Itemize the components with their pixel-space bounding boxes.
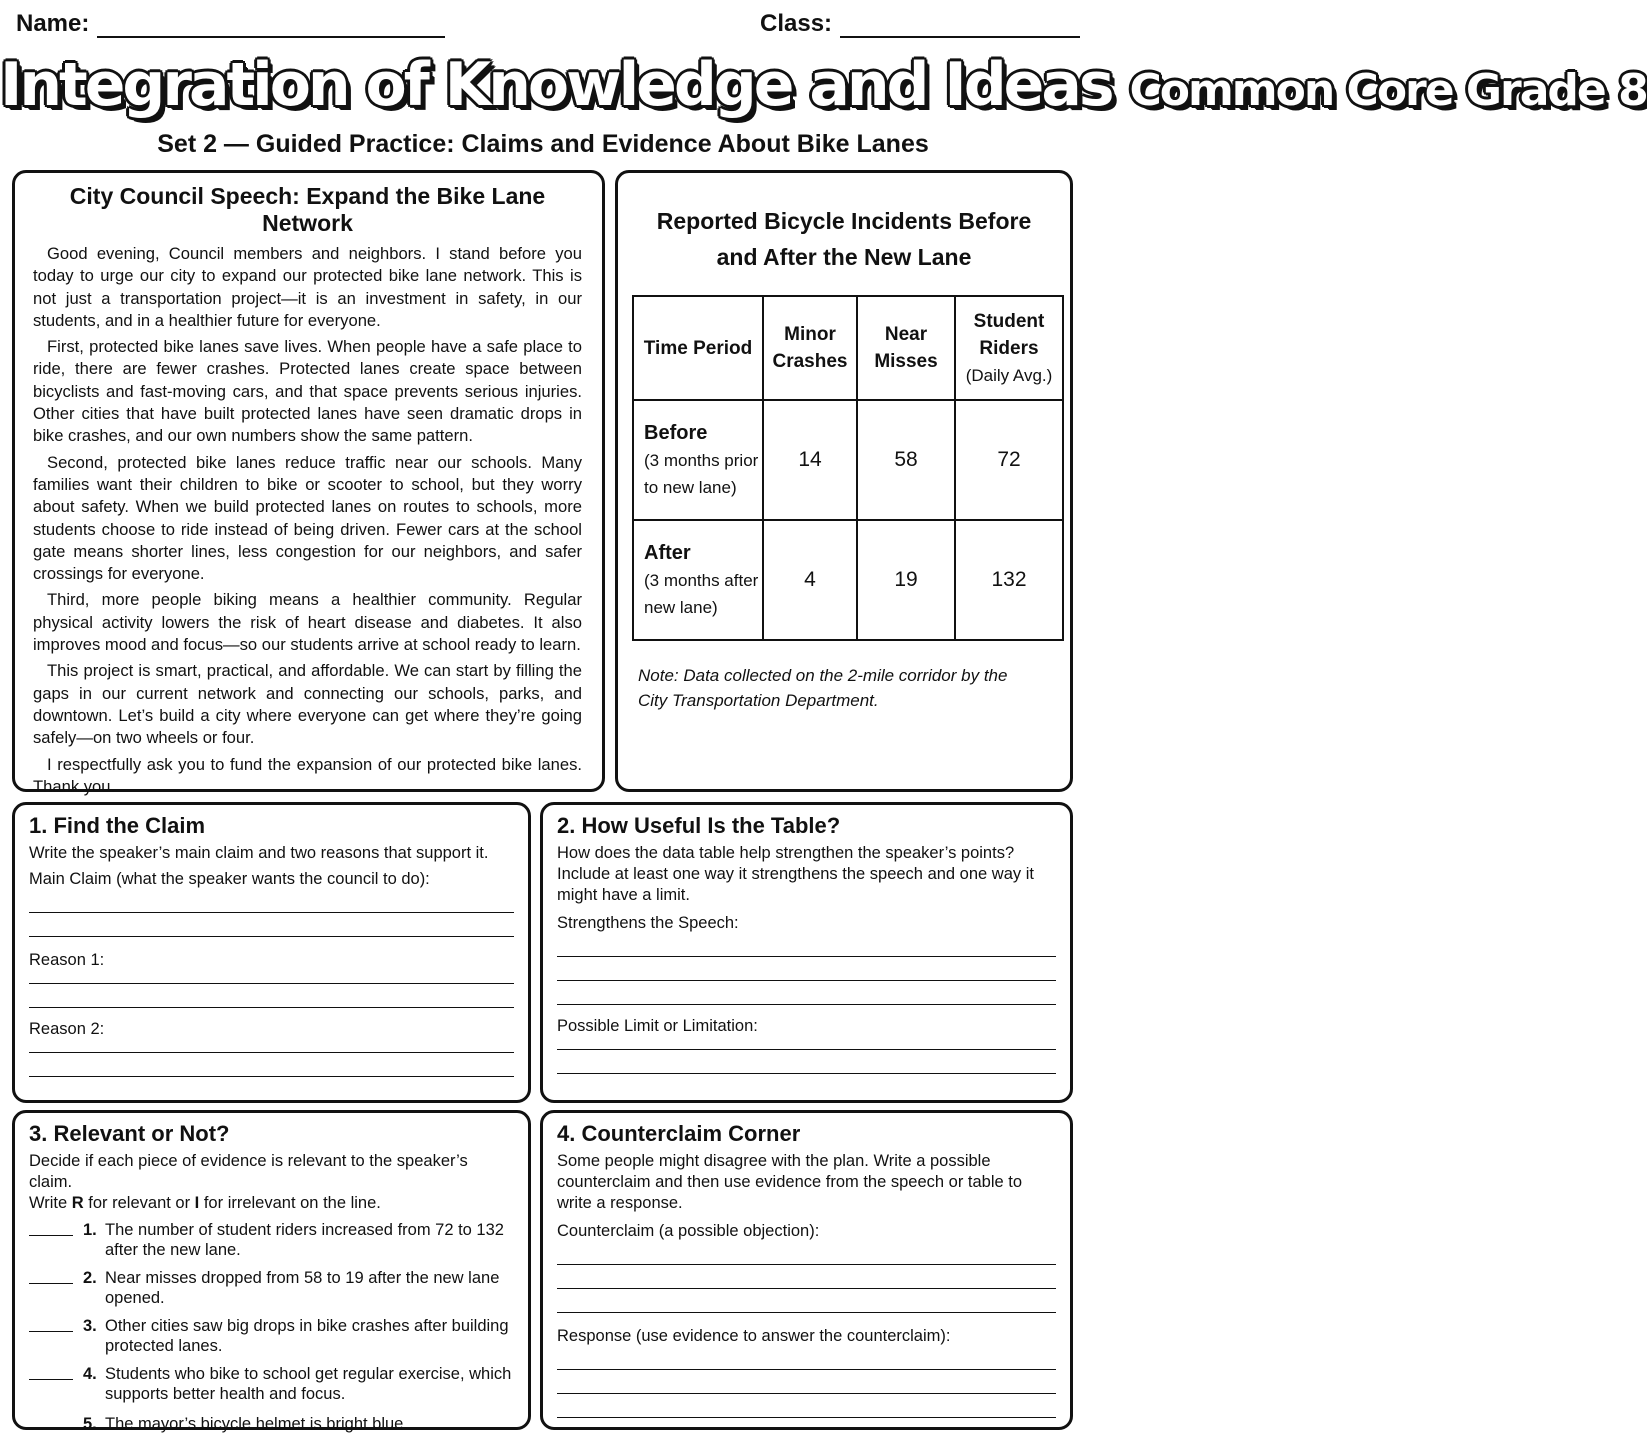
incident-table <box>632 295 1064 641</box>
question-2-instructions: How does the data table help strengthen the speaker’s points? Include at least one way it strengthens the speech and one way it might have a limit. <box>557 844 1034 904</box>
class-label: Class: <box>760 10 833 37</box>
answer-blank[interactable] <box>29 1268 73 1284</box>
speech-paragraph: I respectfully ask you to fund the expansion of our protected bike lanes. Thank you. <box>33 754 582 796</box>
strengthens-label: Strengthens the Speech: <box>557 914 739 932</box>
period-label: Before <box>644 421 708 444</box>
table-row <box>633 400 1063 520</box>
instructions-line-1: Decide if each piece of evidence is relevant to the speaker’s claim. <box>29 1152 468 1191</box>
title-grade: Common Core Grade 8 <box>1129 65 1647 116</box>
header-near-misses <box>857 296 955 400</box>
question-2-panel <box>540 802 1073 1103</box>
header-minor-1: Minor <box>784 324 836 345</box>
answer-line[interactable] <box>557 1265 1056 1289</box>
speech-title: City Council Speech: Expand the Bike Lane Network <box>69 183 546 236</box>
item-number: 4. <box>83 1365 97 1383</box>
header-minor-crashes <box>763 296 857 400</box>
answer-line[interactable] <box>29 1039 514 1053</box>
answer-line[interactable] <box>557 1036 1056 1050</box>
reason-2-label: Reason 2: <box>29 1020 105 1038</box>
question-1-instructions: Write the speaker’s main claim and two reasons that support it. <box>29 844 489 862</box>
item-text: Other cities saw big drops in bike crashes after building protected lanes. <box>105 1317 509 1355</box>
question-3-instructions <box>29 1151 514 1214</box>
question-3-title: 3. Relevant or Not? <box>29 1121 230 1146</box>
cell-period <box>633 400 763 520</box>
answer-line[interactable] <box>29 984 514 1008</box>
answer-blank[interactable] <box>29 1316 73 1332</box>
table-title-line1: Reported Bicycle Incidents Before <box>656 208 1032 234</box>
instructions-text: for irrelevant on the line. <box>199 1194 381 1212</box>
period-label: After <box>644 541 691 564</box>
cell-student-riders: 132 <box>955 520 1063 640</box>
item-number: 1. <box>83 1221 97 1239</box>
item-number: 3. <box>83 1317 97 1335</box>
table-row <box>633 520 1063 640</box>
answer-line[interactable] <box>29 970 514 984</box>
question-4-instructions: Some people might disagree with the plan. Write a possible counterclaim and then use evidence from the speech or table to write a response. <box>557 1152 1023 1212</box>
speech-paragraph: Good evening, Council members and neighbors. I stand before you today to urge our city to expand our protected bike lane network. This is not just a transportation project—it is an investment in safety, in our students, and in a healthier future for everyone. <box>33 244 582 330</box>
worksheet-subtitle: Set 2 — Guided Practice: Claims and Evidence About Bike Lanes <box>157 130 929 158</box>
item-number: 2. <box>83 1269 97 1287</box>
evidence-item <box>29 1220 514 1260</box>
header-riders-2: Riders <box>979 337 1039 359</box>
evidence-item <box>29 1268 514 1308</box>
answer-line[interactable] <box>557 933 1056 957</box>
question-4-panel <box>540 1110 1073 1430</box>
header-student-riders <box>955 296 1063 400</box>
response-label: Response (use evidence to answer the counterclaim): <box>557 1327 951 1345</box>
question-1-panel <box>12 802 531 1103</box>
name-line[interactable] <box>97 16 445 38</box>
period-note: (3 months after <box>644 570 759 590</box>
answer-blank[interactable] <box>29 1364 73 1380</box>
irrelevant-code: I <box>194 1194 200 1212</box>
answer-line[interactable] <box>29 889 514 913</box>
answer-blank[interactable] <box>29 1220 73 1236</box>
evidence-item <box>29 1316 514 1356</box>
table-title-line2: and After the New Lane <box>716 244 972 270</box>
cell-student-riders: 72 <box>955 400 1063 520</box>
speech-panel <box>12 170 605 796</box>
worksheet-title <box>0 50 1647 120</box>
evidence-item <box>29 1364 514 1404</box>
period-note: (3 months prior <box>644 450 759 470</box>
question-3-panel <box>12 1110 531 1433</box>
item-text: Students who bike to school get regular exercise, which supports better health and focus. <box>105 1365 512 1403</box>
relevant-code: R <box>71 1194 84 1212</box>
speech-paragraph: Second, protected bike lanes reduce traffic near our schools. Many families want their children to bike or scooter to school, but they worry about safety. When we build protected lanes on routes to schools, more students choose to ride instead of being driven. Fewer cars at the school gate means shorter lines, less congestion for our neighbors, and safer crossings for everyone. <box>33 452 582 584</box>
answer-line[interactable] <box>557 1370 1056 1394</box>
table-header-row <box>633 296 1063 400</box>
header-riders-1: Student <box>973 310 1045 332</box>
header-near-1: Near <box>884 324 928 345</box>
question-4-title: 4. Counterclaim Corner <box>557 1121 801 1146</box>
evidence-item <box>29 1414 514 1434</box>
data-table-panel <box>615 170 1073 792</box>
name-field <box>16 10 445 38</box>
period-note: to new lane) <box>644 477 737 497</box>
answer-line[interactable] <box>557 1289 1056 1313</box>
cell-near-misses: 19 <box>857 520 955 640</box>
item-text: The number of student riders increased from 72 to 132 after the new lane. <box>105 1221 504 1259</box>
class-line[interactable] <box>840 16 1080 38</box>
instructions-text: Write <box>29 1194 72 1212</box>
speech-paragraph: First, protected bike lanes save lives. When people have a safe place to ride, there are fewer crashes. Protected lanes create space between bicyclists and fast-moving cars, and that space prevents serious injuries. Other cities that have built protected lanes have seen dramatic drops in bike crashes, and our own numbers show the same pattern. <box>33 337 582 446</box>
table-title <box>618 203 1070 275</box>
cell-period <box>633 520 763 640</box>
cell-minor-crashes: 4 <box>763 520 857 640</box>
main-claim-label: Main Claim (what the speaker wants the council to do): <box>29 870 430 888</box>
item-number: 5. <box>83 1415 97 1433</box>
answer-line[interactable] <box>557 1394 1056 1418</box>
header-riders-3: (Daily Avg.) <box>965 365 1053 385</box>
answer-line[interactable] <box>557 1241 1056 1265</box>
table-note-1: Note: Data collected on the 2-mile corridor by the <box>638 666 1008 685</box>
header-minor-2: Crashes <box>772 351 848 372</box>
speech-paragraph: Third, more people biking means a healthier community. Regular physical activity lowers the risk of heart disease and diabetes. It also improves mood and focus—so our students arrive at school ready to learn. <box>33 590 582 655</box>
counterclaim-label: Counterclaim (a possible objection): <box>557 1222 820 1240</box>
answer-line[interactable] <box>557 981 1056 1005</box>
header-time-period: Time Period <box>633 296 763 400</box>
question-1-title: 1. Find the Claim <box>29 813 206 838</box>
answer-blank[interactable] <box>29 1414 73 1430</box>
answer-line[interactable] <box>29 913 514 937</box>
name-label: Name: <box>16 10 90 37</box>
table-note <box>638 663 1048 713</box>
answer-line[interactable] <box>557 1050 1056 1074</box>
table-note-2: City Transportation Department. <box>638 691 879 710</box>
instructions-text: for relevant or <box>83 1194 195 1212</box>
title-main: Integration of Knowledge and Ideas <box>0 50 1112 120</box>
limit-label: Possible Limit or Limitation: <box>557 1017 758 1035</box>
question-2-title: 2. How Useful Is the Table? <box>557 813 841 838</box>
period-note: new lane) <box>644 597 718 617</box>
reason-1-label: Reason 1: <box>29 951 105 969</box>
cell-minor-crashes: 14 <box>763 400 857 520</box>
answer-line[interactable] <box>557 957 1056 981</box>
answer-line[interactable] <box>557 1346 1056 1370</box>
class-field <box>760 10 1080 38</box>
item-text: Near misses dropped from 58 to 19 after the new lane opened. <box>105 1269 500 1307</box>
cell-near-misses: 58 <box>857 400 955 520</box>
speech-paragraph: This project is smart, practical, and affordable. We can start by filling the gaps in our current network and connecting our schools, parks, and downtown. Let’s build a city where everyone can get where they’re going safely—on two wheels or four. <box>33 661 582 748</box>
answer-line[interactable] <box>29 1053 514 1077</box>
header-near-2: Misses <box>874 351 938 372</box>
item-text: The mayor’s bicycle helmet is bright blue. <box>105 1415 408 1433</box>
